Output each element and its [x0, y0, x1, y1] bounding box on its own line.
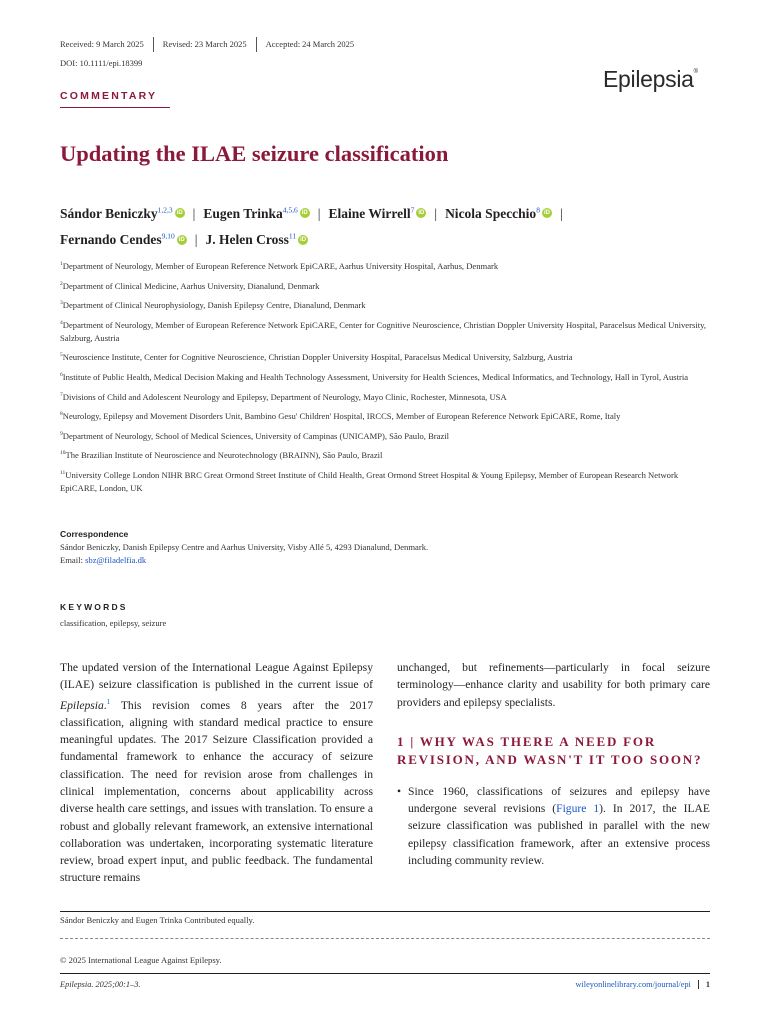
- affiliation-item: $^4$Department of Neurology, Member of European Reference Network EpiCARE, Center for Cognitive Neuroscience, Christian Doppler University Hospital, Paracelsus Medical University, Salzburg, Austria: [60, 319, 706, 343]
- affiliation-item: $^{11}$University College London NIHR BRC Great Ormond Street Institute of Child Health, Great Ormond Street Hospital & Young Epilepsy, Member of European Research Network EpiCARE, London, UK: [60, 469, 679, 493]
- author-separator: |: [559, 205, 563, 221]
- affiliation-ref[interactable]: 1,2,3: [157, 205, 173, 214]
- bullet-icon: •: [397, 784, 402, 798]
- affiliation-ref[interactable]: 8: [536, 205, 540, 214]
- orcid-icon[interactable]: iD: [178, 236, 185, 243]
- author-separator: |: [317, 205, 321, 221]
- orcid-icon[interactable]: iD: [300, 236, 307, 243]
- affiliations: [60, 258, 710, 500]
- correspondence: [60, 528, 428, 567]
- affiliation-item: $^3$Department of Clinical Neurophysiology, Danish Epilepsy Centre, Dianalund, Denmark: [60, 299, 366, 310]
- section-heading: 1 | WHY WAS THERE A NEED FOR REVISION, AND WASN'T IT TOO SOON?: [397, 733, 703, 768]
- affiliation-item: $^5$Neuroscience Institute, Center for Cognitive Neuroscience, Christian Doppler University Hospital, Paracelsus Medical University, Salzburg, Austria: [60, 352, 573, 363]
- paragraph: unchanged, but refinements—particularly in focal seizure terminology—enhance clarity and usability for both primary care providers and epilepsy specialists.: [397, 661, 710, 709]
- section-label: COMMENTARY: [60, 90, 170, 108]
- affiliation-item: $^9$Department of Neurology, School of Medical Sciences, University of Campinas (UNICAMP), São Paulo, Brazil: [60, 430, 450, 441]
- correspondence-email: Email: sbz@filadelfia.dk: [60, 555, 147, 565]
- article-dates: [60, 37, 363, 52]
- journal-logo[interactable]: [603, 66, 698, 93]
- copyright: © 2025 International League Against Epilepsy.: [60, 955, 222, 965]
- author-name[interactable]: J. Helen Cross$^{11}$ iD: [205, 231, 307, 247]
- registered-mark: ®: [693, 69, 698, 75]
- doi[interactable]: DOI: 10.1111/epi.18399: [60, 58, 143, 68]
- page-number: 1: [705, 980, 710, 989]
- contribution-note: Sándor Beniczky and Eugen Trinka Contributed equally.: [60, 915, 255, 925]
- affiliation-ref[interactable]: 7: [410, 205, 415, 214]
- correspondence-heading: Correspondence: [60, 529, 129, 539]
- journal-url[interactable]: wileyonlinelibrary.com/journal/epi: [575, 980, 698, 989]
- article-title: Updating the ILAE seizure classification: [60, 141, 449, 166]
- journal-name: Epilepsia: [603, 66, 694, 92]
- affiliation-ref[interactable]: 9,10: [161, 231, 175, 241]
- correspondence-address: Sándor Beniczky, Danish Epilepsy Centre and Aarhus University, Visby Allé 5, 4293 Dianalund, Denmark.: [60, 542, 429, 552]
- received-date: Received: 9 March 2025: [60, 37, 154, 52]
- affiliation-item: $^6$Institute of Public Health, Medical Decision Making and Health Technology Assessment, University for Health Sciences, Medical Informatics, and Technology, Hall in Tyrol, Austria: [60, 371, 689, 382]
- revised-date: Revised: 23 March 2025: [154, 37, 257, 52]
- footnote-rule: [60, 911, 710, 912]
- body-right-column: [397, 659, 710, 869]
- keywords-list: classification, epilepsy, seizure: [60, 618, 167, 628]
- figure-link[interactable]: Figure 1: [556, 802, 600, 816]
- author-name[interactable]: Fernando Cendes$^{9,10}$ iD: [60, 231, 185, 247]
- author-name[interactable]: Elaine Wirrell$^7$ iD: [328, 205, 425, 221]
- affiliation-item: $^1$Department of Neurology, Member of European Reference Network EpiCARE, Aarhus University Hospital, Aarhus, Denmark: [60, 260, 499, 271]
- bullet-item: • Since 1960, classifications of seizures and epilepsy have undergone several revisions (Figure 1). In 2017, the ILAE seizure classification was published in parallel with the new epilepsy classification framework, after an extensive process including community review.: [397, 783, 710, 869]
- author-name[interactable]: Eugen Trinka$^{4,5,6}$ iD: [203, 205, 308, 221]
- author-name[interactable]: Nicola Specchio$^8$ iD: [445, 205, 550, 221]
- journal-italic: Epilepsia: [60, 698, 104, 712]
- footer-right: [575, 980, 710, 989]
- keywords-heading: KEYWORDS: [60, 602, 128, 612]
- affiliation-ref[interactable]: 4,5,6: [282, 205, 298, 214]
- affiliation-item: $^{10}$The Brazilian Institute of Neuroscience and Neurotechnology (BRAINN), São Paulo, Brazil: [60, 450, 383, 461]
- body-left-column: The updated version of the International League Against Epilepsy (ILAE) seizure classification is published in the current issue of Epilepsia.$^1$ This revision comes 8 years after the 2017 classification, aligning with standard medical practice to ensure meaningful updates. The 2017 Seizure Classification provided a fundamental framework to enhance the accuracy of seizure classification. The need for revision arose from challenges in clinical implementation, concerns about applicability across diverse health care settings, and issues with translation. To ensure a robust and globally relevant framework, an extensive international collaboration was undertaken, incorporating systematic literature review, broad expert input, and public feedback. The fundamental structure remains: [60, 661, 373, 885]
- author-list: [60, 198, 710, 251]
- author-separator: |: [192, 205, 196, 221]
- affiliation-item: $^2$Department of Clinical Medicine, Aarhus University, Dianalund, Denmark: [60, 280, 320, 291]
- author-separator: |: [194, 232, 198, 247]
- author-name[interactable]: Sándor Beniczky$^{1,2,3}$ iD: [60, 205, 183, 221]
- keywords: [60, 602, 166, 628]
- dotted-divider: [60, 938, 710, 939]
- orcid-icon[interactable]: iD: [543, 210, 550, 217]
- orcid-icon[interactable]: iD: [301, 210, 308, 217]
- orcid-icon[interactable]: iD: [176, 210, 183, 217]
- author-separator: |: [434, 205, 438, 221]
- affiliation-ref[interactable]: 11: [288, 231, 297, 241]
- reference-link[interactable]: 1: [106, 697, 111, 706]
- footer-rule: [60, 973, 710, 974]
- email-link[interactable]: sbz@filadelfia.dk: [85, 555, 147, 565]
- journal-citation: Epilepsia. 2025;00:1–3.: [60, 980, 141, 989]
- orcid-icon[interactable]: iD: [418, 210, 425, 217]
- accepted-date: Accepted: 24 March 2025: [265, 39, 355, 49]
- affiliation-item: $^7$Divisions of Child and Adolescent Neurology and Epilepsy, Department of Neurology, Mayo Clinic, Rochester, Minnesota, USA: [60, 391, 507, 402]
- affiliation-item: $^8$Neurology, Epilepsy and Movement Disorders Unit, Bambino Gesu' Children' Hospital, IRCCS, Member of European Reference Network EpiCARE, Rome, Italy: [60, 411, 621, 421]
